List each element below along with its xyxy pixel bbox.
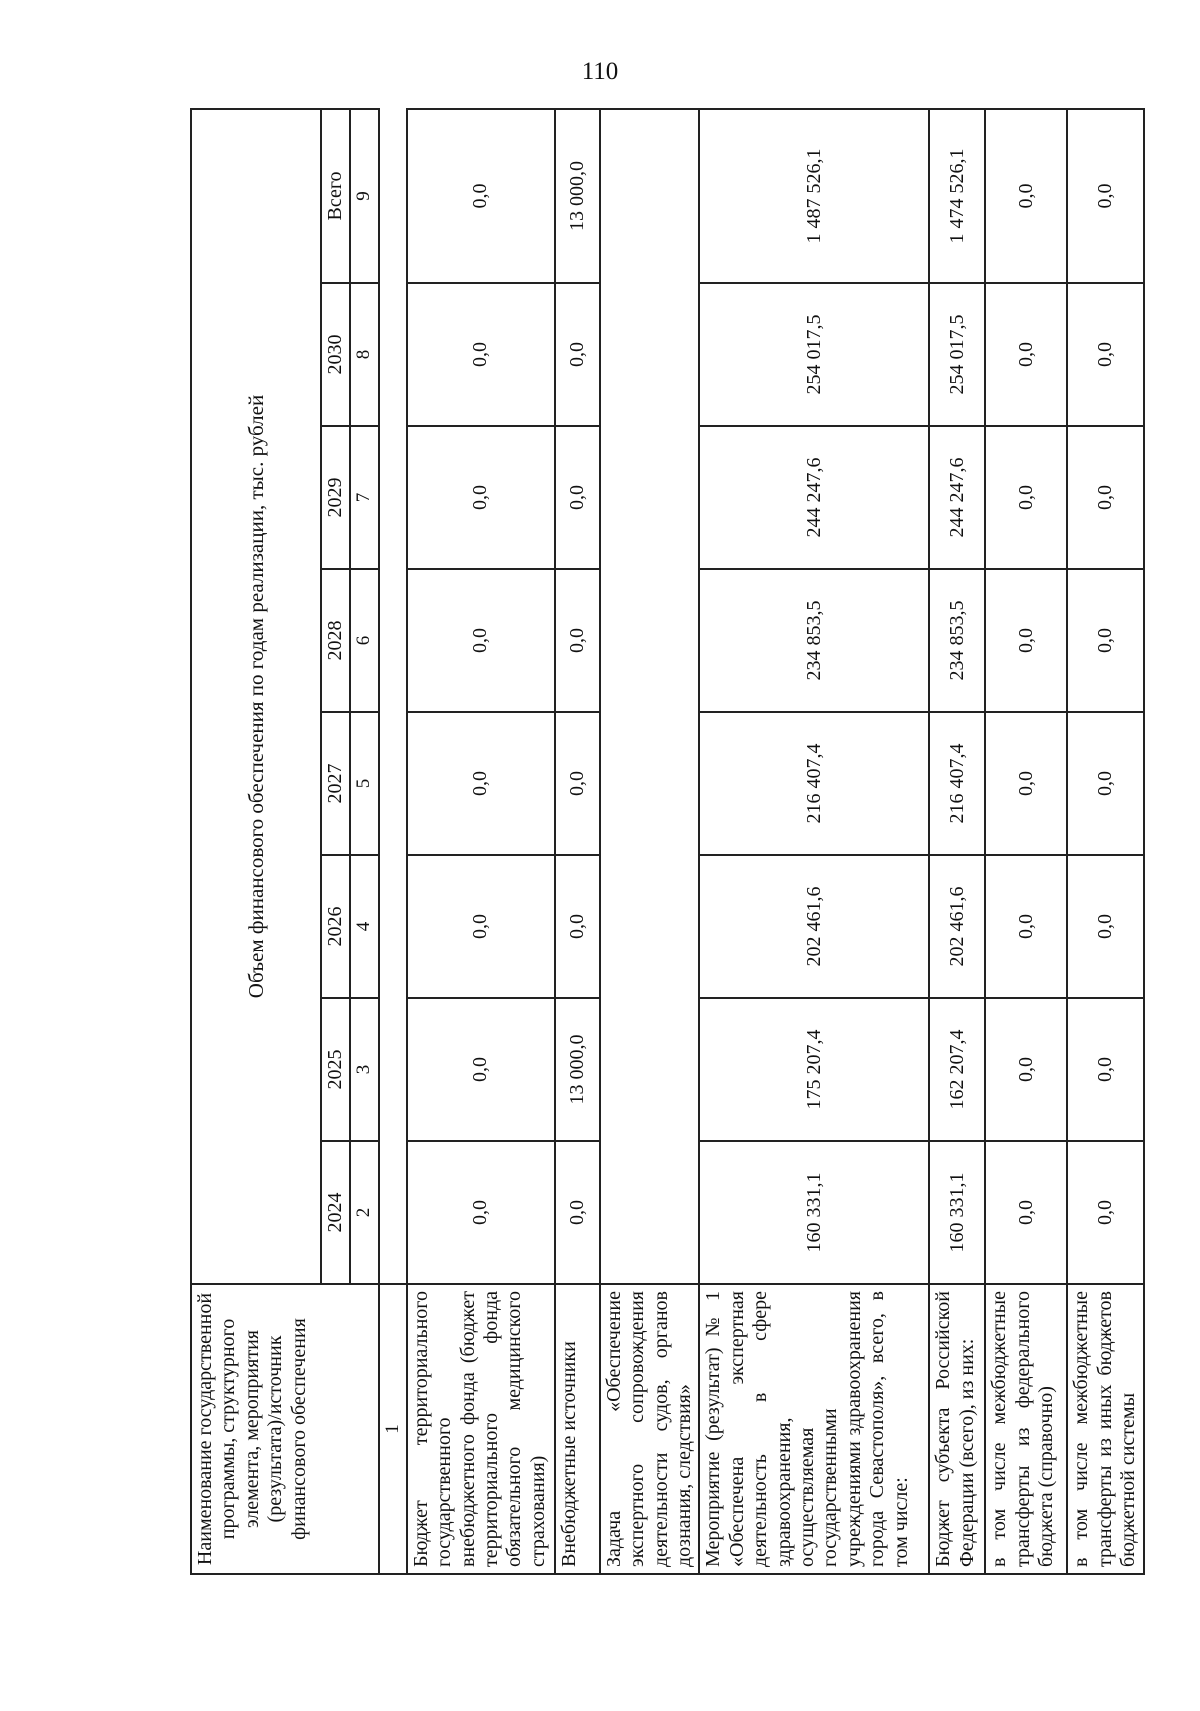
value-cell: 0,0 bbox=[555, 855, 600, 998]
value-cell: 0,0 bbox=[555, 283, 600, 426]
table-row bbox=[699, 109, 929, 1574]
table-row bbox=[1067, 109, 1143, 1574]
value-cell: 0,0 bbox=[985, 109, 1067, 283]
year-cell: 2028 bbox=[321, 569, 350, 712]
value-cell: 162 207,4 bbox=[929, 998, 985, 1141]
value-cell: 0,0 bbox=[1067, 712, 1143, 855]
index-cell: 9 bbox=[350, 109, 378, 283]
row-label: Внебюджетные источники bbox=[555, 1284, 600, 1574]
value-cell: 0,0 bbox=[407, 712, 555, 855]
value-cell: 216 407,4 bbox=[929, 712, 985, 855]
index-cell: 6 bbox=[350, 569, 378, 712]
value-cell: 175 207,4 bbox=[699, 998, 929, 1141]
year-cell: 2029 bbox=[321, 426, 350, 569]
row-label: в том числе межбюджетные трансферты из иных бюджетов бюджетной системы bbox=[1067, 1284, 1143, 1574]
row-label: Мероприятие (результат) № 1 «Обеспечена экспертная деятельность в сфере здравоохранения, осуществляемая государственными учреждениями здравоохранения города Севастополя», всего, в том числе: bbox=[699, 1284, 929, 1574]
index-cell: 7 bbox=[350, 426, 378, 569]
value-cell: 0,0 bbox=[985, 426, 1067, 569]
value-cell: 202 461,6 bbox=[699, 855, 929, 998]
table-row bbox=[929, 109, 985, 1574]
value-cell: 160 331,1 bbox=[699, 1141, 929, 1284]
value-cell: 0,0 bbox=[1067, 1141, 1143, 1284]
row-label: Бюджет субъекта Российской Федерации (всего), из них: bbox=[929, 1284, 985, 1574]
value-cell: 0,0 bbox=[407, 426, 555, 569]
index-row-first bbox=[379, 109, 407, 1574]
row-label: в том числе межбюджетные трансферты из федерального бюджета (справочно) bbox=[985, 1284, 1067, 1574]
value-cell: 0,0 bbox=[555, 426, 600, 569]
page-number: 110 bbox=[581, 58, 619, 85]
table-row bbox=[985, 109, 1067, 1574]
index-cell: 1 bbox=[379, 1284, 407, 1574]
table-row bbox=[555, 109, 600, 1574]
table-header-row bbox=[191, 109, 321, 1574]
value-cell: 0,0 bbox=[1067, 109, 1143, 283]
value-cell: 160 331,1 bbox=[929, 1141, 985, 1284]
value-cell: 0,0 bbox=[985, 283, 1067, 426]
index-cell: 5 bbox=[350, 712, 378, 855]
year-cell: 2024 bbox=[321, 1141, 350, 1284]
value-cell: 0,0 bbox=[407, 569, 555, 712]
value-cell: 0,0 bbox=[407, 855, 555, 998]
value-cell: 0,0 bbox=[985, 998, 1067, 1141]
value-cell: 216 407,4 bbox=[699, 712, 929, 855]
value-cell: 0,0 bbox=[407, 283, 555, 426]
index-cell: 2 bbox=[350, 1141, 378, 1284]
table-row bbox=[600, 109, 700, 1574]
empty-task-cell bbox=[600, 109, 700, 1284]
value-cell: 0,0 bbox=[407, 109, 555, 283]
index-cell: 3 bbox=[350, 998, 378, 1141]
header-name-cell: Наименование государственной программы, структурного элемента, мероприятия (результата)/источник финансового обеспечения bbox=[191, 1284, 379, 1574]
value-cell: 0,0 bbox=[985, 712, 1067, 855]
financing-table bbox=[190, 108, 1145, 1575]
table-row bbox=[407, 109, 555, 1574]
value-cell: 0,0 bbox=[985, 1141, 1067, 1284]
value-cell: 1 487 526,1 bbox=[699, 109, 929, 283]
value-cell: 234 853,5 bbox=[929, 569, 985, 712]
value-cell: 0,0 bbox=[1067, 998, 1143, 1141]
value-cell: 13 000,0 bbox=[555, 109, 600, 283]
value-cell: 0,0 bbox=[1067, 569, 1143, 712]
value-cell: 0,0 bbox=[407, 1141, 555, 1284]
value-cell: 202 461,6 bbox=[929, 855, 985, 998]
index-cell: 8 bbox=[350, 283, 378, 426]
value-cell: 244 247,6 bbox=[929, 426, 985, 569]
value-cell: 0,0 bbox=[555, 569, 600, 712]
row-label: Бюджет территориального государственного внебюджетного фонда (бюджет территориального фонда обязательного медицинского страхования) bbox=[407, 1284, 555, 1574]
value-cell: 0,0 bbox=[407, 998, 555, 1141]
value-cell: 0,0 bbox=[985, 569, 1067, 712]
value-cell: 254 017,5 bbox=[929, 283, 985, 426]
year-cell: 2030 bbox=[321, 283, 350, 426]
value-cell: 0,0 bbox=[555, 1141, 600, 1284]
value-cell: 0,0 bbox=[985, 855, 1067, 998]
value-cell: 0,0 bbox=[1067, 283, 1143, 426]
year-cell: 2027 bbox=[321, 712, 350, 855]
rotated-table-container bbox=[190, 110, 1140, 1575]
year-cell: 2025 bbox=[321, 998, 350, 1141]
value-cell: 0,0 bbox=[1067, 855, 1143, 998]
row-label: Задача «Обеспечение экспертного сопровождения деятельности судов, органов дознания, следствия» bbox=[600, 1284, 700, 1574]
year-cell: Всего bbox=[321, 109, 350, 283]
header-volume-cell: Объем финансового обеспечения по годам реализации, тыс. рублей bbox=[191, 109, 321, 1284]
value-cell: 1 474 526,1 bbox=[929, 109, 985, 283]
index-cell: 4 bbox=[350, 855, 378, 998]
value-cell: 0,0 bbox=[555, 712, 600, 855]
value-cell: 254 017,5 bbox=[699, 283, 929, 426]
value-cell: 0,0 bbox=[1067, 426, 1143, 569]
value-cell: 234 853,5 bbox=[699, 569, 929, 712]
value-cell: 244 247,6 bbox=[699, 426, 929, 569]
value-cell: 13 000,0 bbox=[555, 998, 600, 1141]
year-cell: 2026 bbox=[321, 855, 350, 998]
